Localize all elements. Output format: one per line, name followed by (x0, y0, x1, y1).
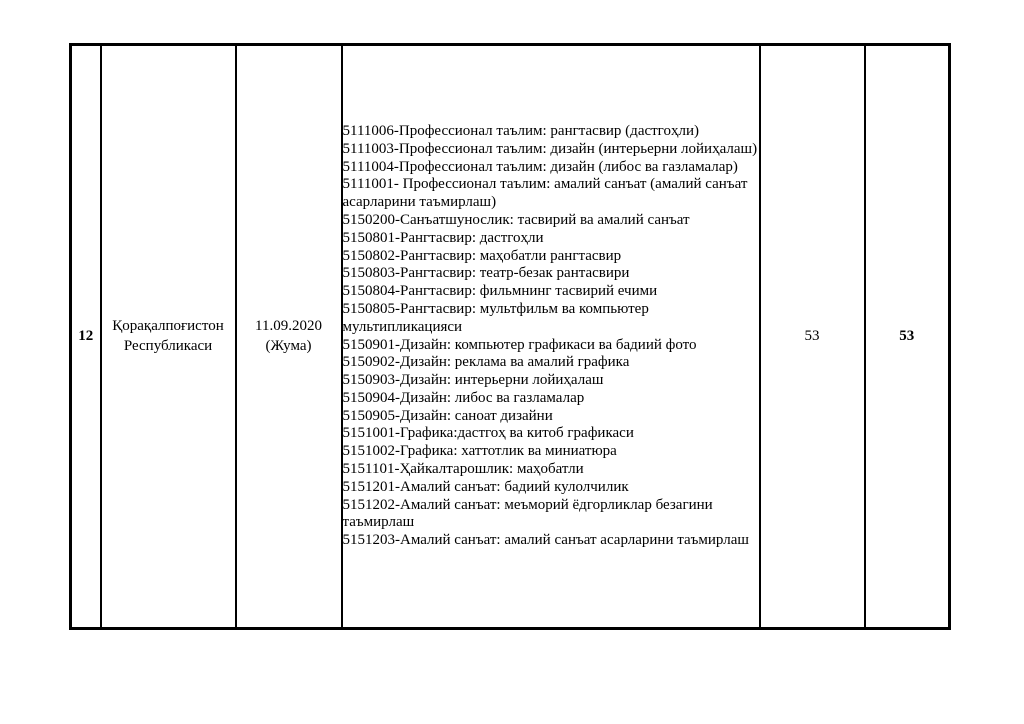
program-item: 5150905-Дизайн: саноат дизайни (342, 407, 553, 424)
program-item: 5151001-Графика:дастгоҳ ва китоб графикаси (342, 425, 634, 442)
count-cell: 53 (760, 45, 865, 629)
program-item: 5150200-Санъатшунослик: тасвирий ва амалий санъат (342, 211, 690, 228)
program-item: 5111004-Профессионал таълим: дизайн (либос ва газламалар) (342, 158, 738, 175)
program-item: 5111001- Профессионал таълим: амалий санъат (амалий санъат асарларини таъмирлаш) (342, 176, 748, 211)
table-row (71, 45, 950, 629)
program-item: 5151202-Амалий санъат: меъморий ёдгорликлар безагини таъмирлаш (342, 496, 713, 531)
program-item: 5150801-Рангтасвир: дастгоҳли (342, 229, 544, 246)
exam-date-cell: 11.09.2020 (Жума) (236, 45, 342, 629)
programs-cell (342, 45, 760, 629)
program-item: 5150805-Рангтасвир: мультфильм ва компьютер мультипликацияси (342, 300, 649, 335)
schedule-table (69, 43, 951, 630)
program-item: 5150902-Дизайн: реклама ва амалий графика (342, 354, 630, 371)
total-count-cell: 53 (865, 45, 950, 629)
program-item: 5151002-Графика: хаттотлик ва миниатюра (342, 443, 617, 460)
region-name-cell: Қорақалпоғистон Республикаси (101, 45, 236, 629)
program-item: 5111003-Профессионал таълим: дизайн (интерьерни лойиҳалаш) (342, 140, 758, 157)
row-number-cell: 12 (71, 45, 101, 629)
program-item: 5151201-Амалий санъат: бадиий кулолчилик (342, 478, 629, 495)
program-item: 5111006-Профессионал таълим: рангтасвир (дастгоҳли) (342, 122, 699, 139)
program-item: 5150804-Рангтасвир: фильмнинг тасвирий ечими (342, 283, 658, 300)
program-item: 5150803-Рангтасвир: театр-безак рантасвири (342, 265, 630, 282)
program-item: 5150903-Дизайн: интерьерни лойиҳалаш (342, 372, 604, 389)
program-item: 5151203-Амалий санъат: амалий санъат асарларини таъмирлаш (342, 532, 749, 549)
program-item: 5150901-Дизайн: компьютер графикаси ва бадиий фото (342, 336, 697, 353)
programs-list (343, 123, 759, 550)
program-item: 5151101-Ҳайкалтарошлик: маҳобатли (342, 461, 584, 478)
program-item: 5150904-Дизайн: либос ва газламалар (342, 389, 585, 406)
program-item: 5150802-Рангтасвир: маҳобатли рангтасвир (342, 247, 622, 264)
